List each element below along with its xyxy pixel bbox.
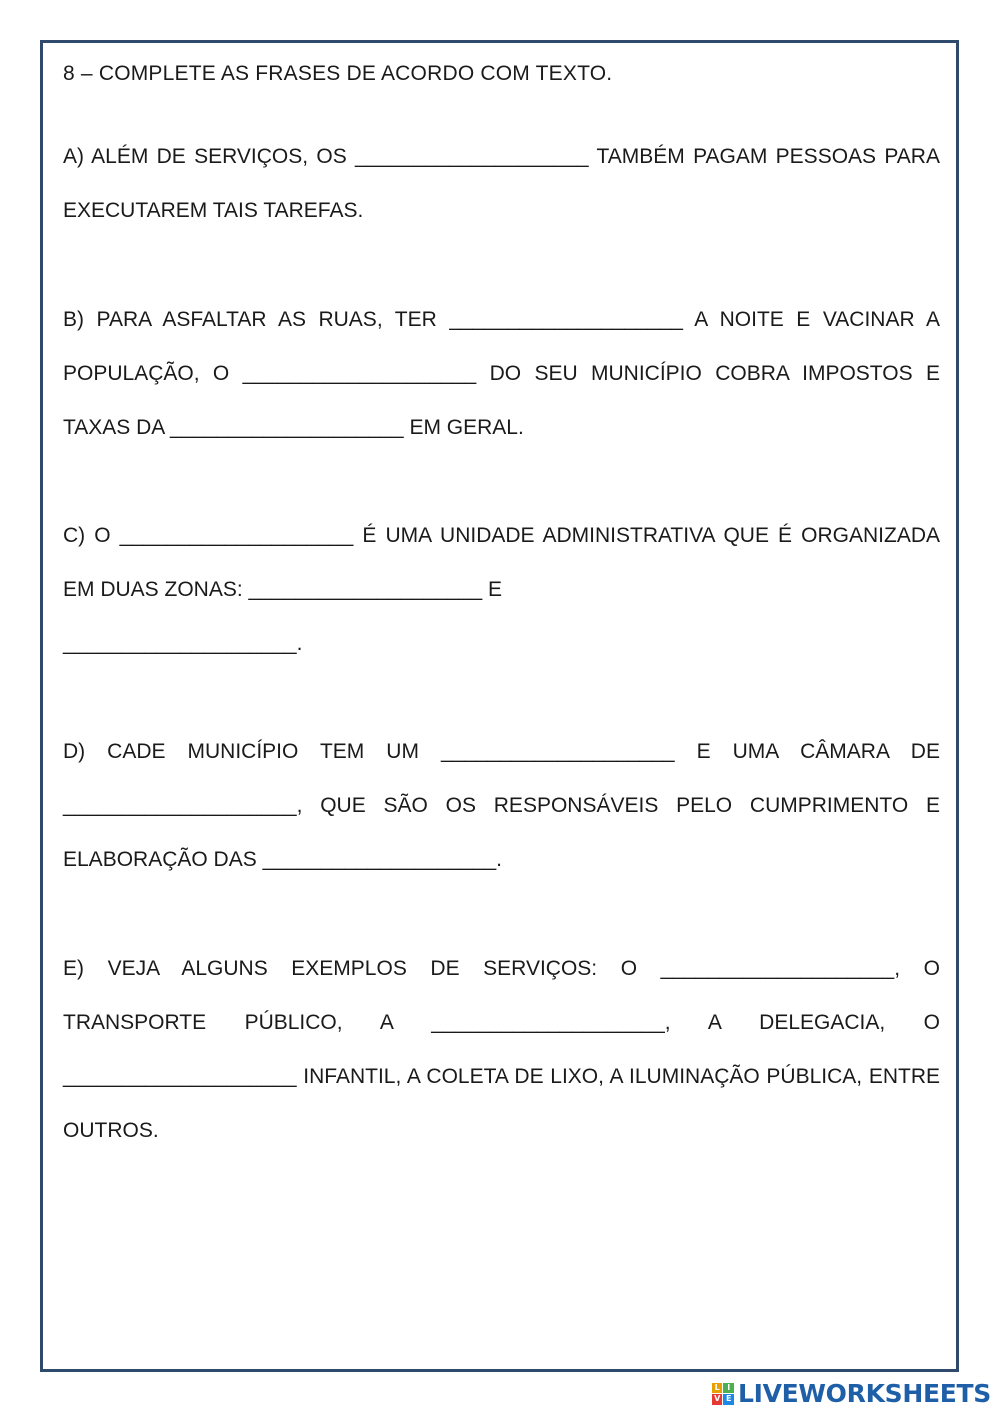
question-a (63, 130, 940, 238)
blank-b-2[interactable]: ____________________ (242, 362, 477, 385)
blank-d-3[interactable]: ____________________ (262, 848, 497, 871)
blank-c-2[interactable]: ____________________ (248, 578, 483, 601)
blank-b-3[interactable]: ____________________ (170, 416, 404, 439)
question-d-text: D) CADE MUNICÍPIO TEM UM (63, 740, 419, 763)
question-b-text: DO SEU MUNICÍPIO COBRA IMPOSTOS E TAXAS DA (63, 362, 940, 439)
question-b (63, 293, 940, 455)
blank-d-1[interactable]: ____________________ (440, 740, 675, 763)
question-d (63, 725, 940, 887)
blank-e-3[interactable]: ____________________ (63, 1065, 297, 1088)
exercise-title: 8 – COMPLETE AS FRASES DE ACORDO COM TEXTO. (63, 62, 613, 85)
question-c-text: C) O (63, 524, 111, 547)
question-e-text: E) VEJA ALGUNS EXEMPLOS DE SERVIÇOS: O (63, 957, 638, 980)
blank-c-3[interactable]: ____________________ (63, 632, 297, 655)
question-a-text: A) ALÉM DE SERVIÇOS, OS (63, 145, 347, 168)
blank-e-2[interactable]: ____________________ (431, 1011, 665, 1034)
question-c-text: . (296, 632, 303, 655)
question-c (63, 509, 940, 671)
blank-a-1[interactable]: ____________________ (355, 145, 589, 168)
blank-b-1[interactable]: ____________________ (449, 308, 683, 331)
question-d-text: , QUE SÃO OS RESPONSÁVEIS PELO CUMPRIMENTO E ELABORAÇÃO DAS (63, 794, 940, 871)
question-d-text: . (496, 848, 503, 871)
liveworksheets-brand[interactable] (712, 1379, 991, 1408)
question-e-text: , A DELEGACIA, O (664, 1011, 940, 1034)
blank-e-1[interactable]: ____________________ (660, 957, 895, 980)
question-a-text: TAMBÉM PAGAM PESSOAS PARA EXECUTAREM TAIS TAREFAS. (63, 145, 940, 222)
question-b-text: A NOITE E VACINAR A POPULAÇÃO, O (63, 308, 940, 385)
question-e-text: INFANTIL, A COLETA DE LIXO, A ILUMINAÇÃO PÚBLICA, ENTRE OUTROS. (63, 1065, 940, 1142)
question-b-text: B) PARA ASFALTAR AS RUAS, TER (63, 308, 437, 331)
blank-c-1[interactable]: ____________________ (119, 524, 354, 547)
blank-d-2[interactable]: ____________________ (63, 794, 297, 817)
question-c-text: É UMA UNIDADE ADMINISTRATIVA QUE É ORGANIZADA EM DUAS ZONAS: (63, 524, 940, 601)
worksheet-frame (40, 40, 959, 1372)
liveworksheets-logo-icon: L I V E (712, 1383, 734, 1405)
question-c-text: E (487, 578, 502, 601)
question-b-text: EM GERAL. (409, 416, 524, 439)
question-e (63, 942, 940, 1158)
question-d-text: E UMA CÂMARA DE (696, 740, 940, 763)
question-e-text: , O TRANSPORTE PÚBLICO, A (63, 957, 940, 1034)
brand-name: LIVEWORKSHEETS (737, 1379, 991, 1408)
